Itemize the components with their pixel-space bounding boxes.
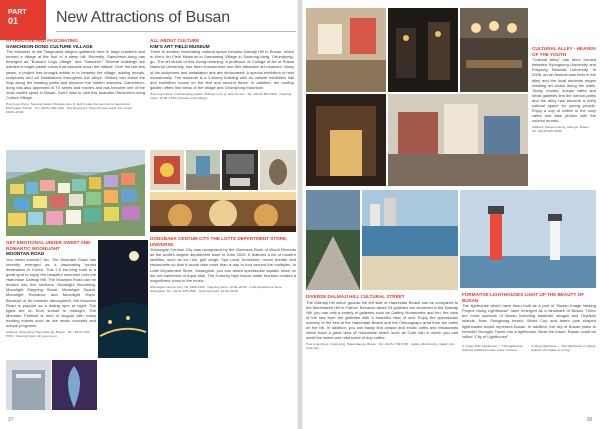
kims-art-info: How to get there: Oncheonjang station (Subway Line 1), take the bus · Tel: +82-51-583-3223 · Opening hours: 10:00~18:00 (Closed on Mondays) [150, 91, 292, 100]
cultural-alley-info: Address: Daeyeon-dong, Nam-gu, Busan · Tel: +82-51-607-4000 [532, 125, 591, 134]
gallery-entrance-photo [306, 94, 386, 186]
kims-art-sub-head: KIM’S ART FIELD MUSEUM [150, 43, 210, 49]
fountain-show-photo [52, 360, 97, 410]
lighthouse-section-head: FORMATIVE LIGHTHOUSES LIGHT UP THE BEAUTY OF BUSAN [462, 292, 584, 303]
gamcheon-body: The followers of the Taegeukdo religion gathered here in large numbers and formed a village at the foot of a steep hill. Recently, Gamcheon-dong has emerged as “Busan’s Lego Village” and “Santorini.” Several buildings are painted in bright pastel colors that cascade down the hillside. Over the last few years, a project has brought artists in to beautify the village, adding murals, sculptures and art installations throughout the alleys. Visitors can follow the map along the winding paths and discover the hidden artworks. Gamcheon-dong has also appeared in TV series and movies and has become one of the most visited spots in Busan. Don’t miss to visit this beautiful Gamcheon-dong Culture Village. [6, 49, 145, 101]
night-street-photo [388, 8, 458, 92]
dalmaji-road-photo [306, 190, 360, 290]
moontan-sub-head: MOONTAN ROAD [6, 251, 45, 257]
cafe-street-photo [388, 94, 528, 186]
kims-art-section-head: ALL ABOUT CULTURE [150, 38, 200, 43]
right-page [300, 0, 600, 429]
store-exterior-photo [6, 360, 51, 410]
gamcheon-article [6, 38, 145, 114]
mural-photo [150, 150, 184, 190]
alley-wall-photo [306, 8, 386, 92]
left-page-number: 37 [8, 417, 14, 423]
moontan-night-photo [98, 240, 148, 358]
kims-art-body: There is another fascinating cultural space besides Dalmaji Hill in Busan, which is Kim’s Art Field Museum in Samsaeng Village in Suseong-dong, Geumjeong-gu. The art studio of this loving-meaning, a professor of Collage of Art of Pusan National University, has been transformed into this attractive art museum. Many of his sculptures and installation arts are showcased. A special exhibition is held occasionally. The museum is a 3-storey building with an outside exhibition hall and exhibition rooms on the first and second floors. In addition, the rooftop garden offers fine views of the village and Geumjeong Mountain. [150, 49, 294, 90]
lighthouse-body: The lighthouse which have been built as a part of “Busan Image Making Project Using Lighthouse” have emerged as a landmark of Busan. There are more symbols of Busan including baseball, seagull and Oryukdo Islands. Now, Songjeong beach, World Cup and totem pole shaped lighthouses would represent Busan. In addition, the city of Busan plans to remodel Yeongdo Tower into a lighthouse. Near the future, Busan could be called “City of Lighthouse”. [462, 303, 596, 339]
centum-info: Shinsegae Centum City: Tel: 1588-1234 · Opening hours: 10:30~20:00 · Lotte Department Store Gwangbok: Tel: +82-51-678-2500 · Opening hours: 10:30~20:00 [150, 284, 282, 293]
totem-pole-note: ① Totem Pole Lighthouse — This lighthouse features traditional totem poles of Korea. [462, 343, 523, 352]
part-tab [0, 0, 46, 40]
centum-section-head: DONGBAEK CENTUM CITY THE LOTTE DEPARTMENT STORE, UNIVERSE [150, 236, 288, 247]
moontan-body: You mean sunrise? No. The Moontan Road has recently emerged as a fascinating tourist destination in Korea. This 2.5 km-long road is a great spot to enjoy the beautiful moonrise over the Haeundae Dalmaji Hill. The Moontan Road can be divided into five sections; Moonlight Moontang, Moonlight Stepping Stone, Moonlight Sound, Moonlight Romance and Moonlight Hope. Because of its romantic atmosphere, the Moontan Road is popular as a dating spot at night. The lights are on from sunset to midnight. The Moontan Festival is held in August with many exciting events such as live music concerts and unique programs. [6, 256, 96, 328]
title-divider [56, 31, 296, 32]
gamcheon-sub-head: GAMCHEON-DONG CULTURE VILLAGE [6, 43, 93, 49]
part-number: 01 [8, 16, 19, 26]
department-store-photo [150, 192, 296, 232]
kims-art-article [150, 38, 294, 100]
part-label: PART [8, 9, 27, 16]
centum-body: Shinsegae Centum City was recognized by the Guinness Book of World Records as the world’s largest department store in June 2009. It features a list of modern facilities, such as ice rink, golf range, Spa Land, bookstore, movie theater and restaurants so that it would take more than a day to tour around the multiplex. In Lotte Department Store, Gwangbok, you can watch spectacular aquatic show on the cut basement of Aqua Mall. The 3-storey high indoor water fountain creates a magnificent show to the music. [150, 247, 296, 283]
right-page-number: 38 [586, 417, 592, 423]
cultural-alley-article [532, 46, 596, 133]
cafe-interior-photo [460, 8, 528, 92]
gamcheon-info: How to get there: Toseong station (Subway Line 1), Exit 6, take the town bus to Gamcheon Elementary School · Tel: +82-51-204-1444 · Opening hours: Open all year round, info center 09:00~18:00 [6, 102, 133, 115]
lighthouse-photo [460, 190, 596, 288]
moontan-section-head: GET EMOTIONAL UNDER SWEET AND ROMANTIC MOONLIGHT [6, 240, 91, 251]
moontan-info: Address: Jung-dong, Haeundae-gu, Busan · Tel: +82-51-749-5700 · Opening hours: All year round [6, 330, 90, 339]
centum-article [150, 236, 296, 293]
mug-lighthouse-note: ② Mug Lighthouse — This lighthouse in Gijang features the shape of a mug. [531, 343, 596, 352]
moontan-article [6, 240, 96, 338]
alley-art-photo [186, 150, 220, 190]
sculpture-photo [260, 150, 296, 190]
lighthouse-article [462, 292, 596, 352]
museum-interior-photo [222, 150, 258, 190]
cultural-alley-section-head: CULTURAL ALLEY - HEAVEN OF THE YOUTH [532, 46, 596, 57]
dalmaji-info: How to get there: Jung-dong, Haeundae-gu, Busan · Tel: +82-51-749-5700 · Gallery Montmartre, Gallery Inn, Café Van [306, 342, 455, 351]
cultural-alley-body: “Cultural Alley” has been formed between Kyungsung University and Pukyong National University. In 2008, an art festival was held in the alley and the local students began creating art works along the walls. Today, murals, unique cafés and small galleries line the narrow paths and the alley has become a lively cultural space for young people. Enjoy a cup of coffee in the cozy cafés and take photos with the colorful murals. [532, 57, 596, 124]
spine-gutter [297, 0, 303, 429]
haeundae-beach-photo [362, 190, 458, 290]
dalmaji-article [306, 294, 458, 350]
page-title: New Attractions of Busan [56, 9, 230, 26]
dalmaji-body: The Dalmaji Hill which guards the left side of Haeundae Beach can be compared to the Montmartre Hill in France. Because about 20 galleries are clustered in the Dalmaji Hill, you can visit a variety of galleries such as Gallery Montmartre and Inn, the view of the sea from the galleries with a beautiful view of sea. Enjoy the spectacular scenery of the sea at the Haeundae Beach and the Cheongsapo area from the cafés on the hill. In addition, you can easily find unique and exotic cafes and restaurants which have a great view of Haeundae beach such as Café Van in which you can smell the sweet and mild scent of drip coffee. [306, 299, 458, 341]
gamcheon-village-photo [6, 150, 145, 236]
dalmaji-section-head: DIVERSE DALMAJI HILL CULTURAL STREET [306, 294, 405, 299]
gamcheon-section-head: ATTRACTIVE AND FASCINATING [6, 38, 78, 43]
